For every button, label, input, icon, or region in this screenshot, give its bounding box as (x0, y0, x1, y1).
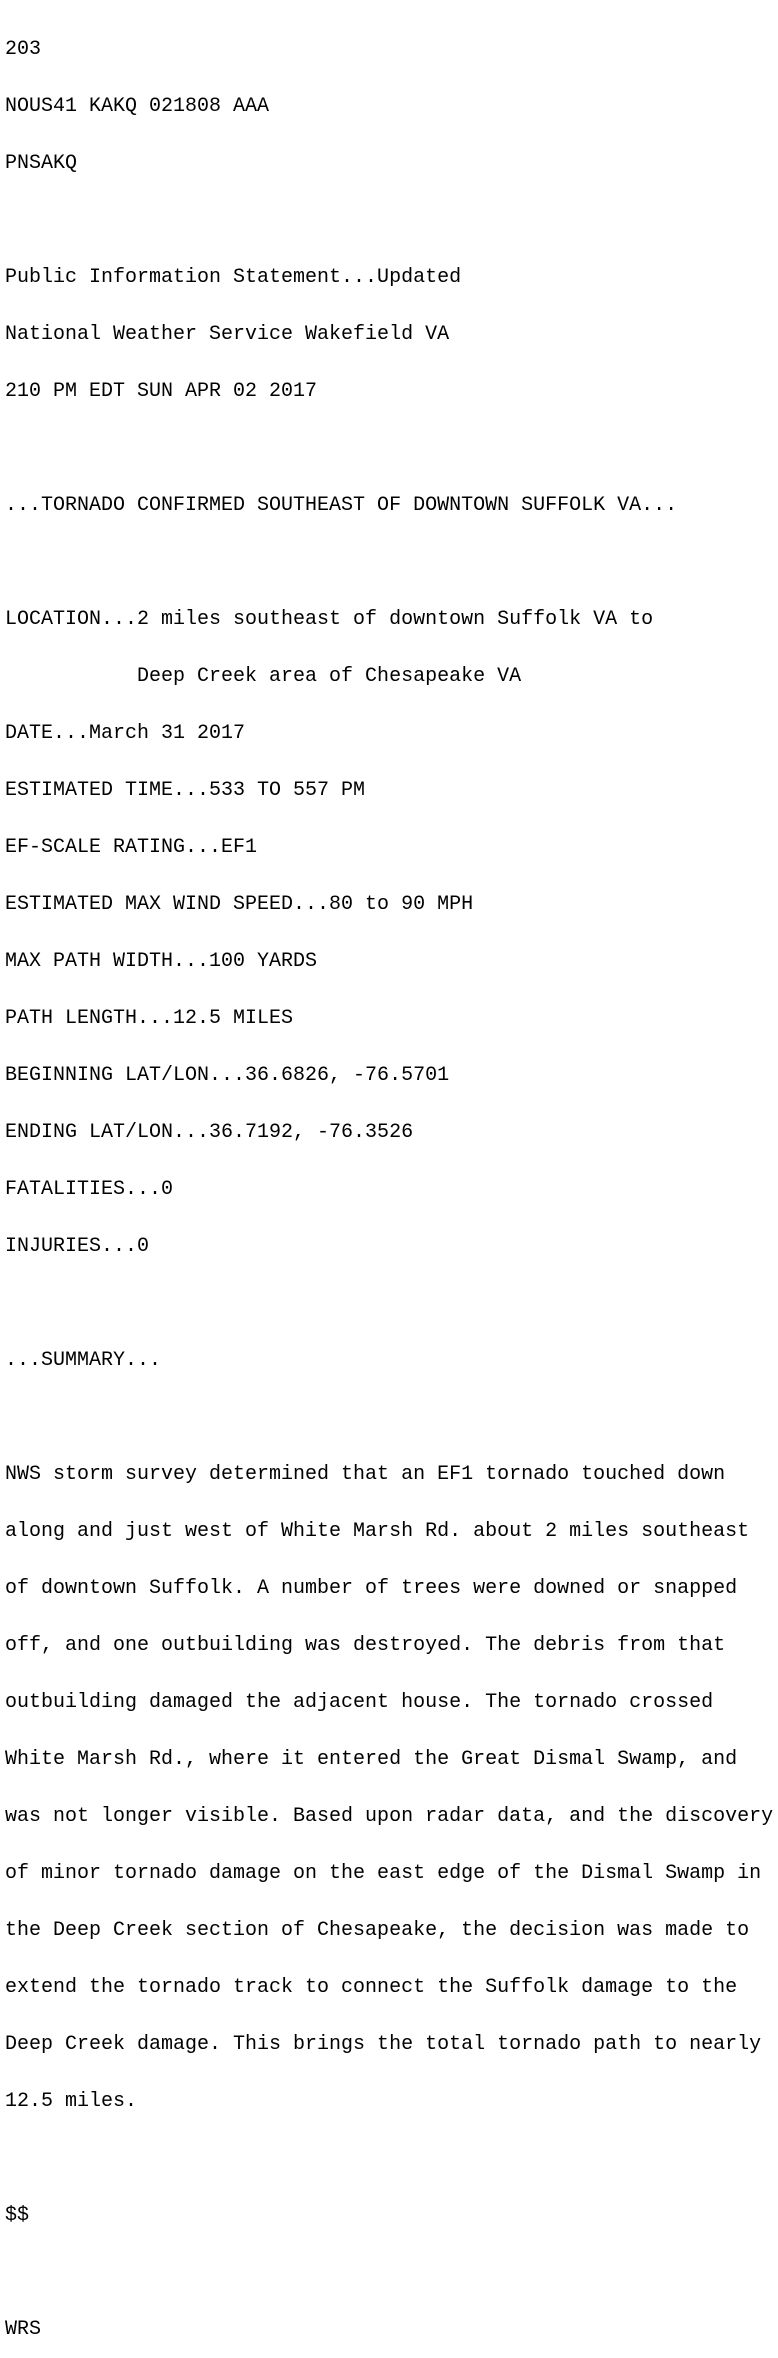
summary-line: was not longer visible. Based upon radar data, and the discovery (5, 1805, 774, 1828)
summary-line: White Marsh Rd., where it entered the Great Dismal Swamp, and (5, 1748, 738, 1771)
wmo-header: NOUS41 KAKQ 021808 AAA (5, 95, 270, 118)
summary-line: NWS storm survey determined that an EF1 tornado touched down (5, 1463, 726, 1486)
max-wind-speed: ESTIMATED MAX WIND SPEED...80 to 90 MPH (5, 893, 474, 916)
summary-line: of downtown Suffolk. A number of trees were downed or snapped (5, 1577, 738, 1600)
summary-line: along and just west of White Marsh Rd. about 2 miles southeast (5, 1520, 750, 1543)
blank-line (5, 2263, 778, 2282)
ef-scale-rating: EF-SCALE RATING...EF1 (5, 836, 258, 859)
summary-line: the Deep Creek section of Chesapeake, the decision was made to (5, 1919, 750, 1942)
summary-line: Deep Creek damage. This brings the total tornado path to nearly (5, 2033, 762, 2056)
awips-id: PNSAKQ (5, 152, 78, 175)
path-length: PATH LENGTH...12.5 MILES (5, 1007, 294, 1030)
estimated-time: ESTIMATED TIME...533 TO 557 PM (5, 779, 366, 802)
issuing-office: National Weather Service Wakefield VA (5, 323, 450, 346)
summary-line: extend the tornado track to connect the Suffolk damage to the (5, 1976, 738, 1999)
blank-line (5, 1294, 778, 1313)
product-id: 203 (5, 38, 42, 61)
location-line-1: LOCATION...2 miles southeast of downtown Suffolk VA to (5, 608, 654, 631)
summary-line: outbuilding damaged the adjacent house. The tornado crossed (5, 1691, 714, 1714)
headline: ...TORNADO CONFIRMED SOUTHEAST OF DOWNTOWN SUFFOLK VA... (5, 494, 678, 517)
blank-line (5, 553, 778, 572)
statement-title: Public Information Statement...Updated (5, 266, 462, 289)
max-path-width: MAX PATH WIDTH...100 YARDS (5, 950, 318, 973)
location-line-2: Deep Creek area of Chesapeake VA (5, 665, 522, 688)
injuries: INJURIES...0 (5, 1235, 150, 1258)
blank-line (5, 1408, 778, 1427)
summary-line: off, and one outbuilding was destroyed. The debris from that (5, 1634, 726, 1657)
forecaster-initials: WRS (5, 2318, 42, 2341)
beginning-lat-lon: BEGINNING LAT/LON...36.6826, -76.5701 (5, 1064, 450, 1087)
blank-line (5, 2149, 778, 2168)
end-of-product-marker: $$ (5, 2204, 30, 2227)
event-date: DATE...March 31 2017 (5, 722, 246, 745)
blank-line (5, 211, 778, 230)
blank-line (5, 439, 778, 458)
summary-line: 12.5 miles. (5, 2090, 138, 2113)
fatalities: FATALITIES...0 (5, 1178, 174, 1201)
issue-time: 210 PM EDT SUN APR 02 2017 (5, 380, 318, 403)
summary-line: of minor tornado damage on the east edge of the Dismal Swamp in (5, 1862, 762, 1885)
ending-lat-lon: ENDING LAT/LON...36.7192, -76.3526 (5, 1121, 414, 1144)
summary-heading: ...SUMMARY... (5, 1349, 162, 1372)
